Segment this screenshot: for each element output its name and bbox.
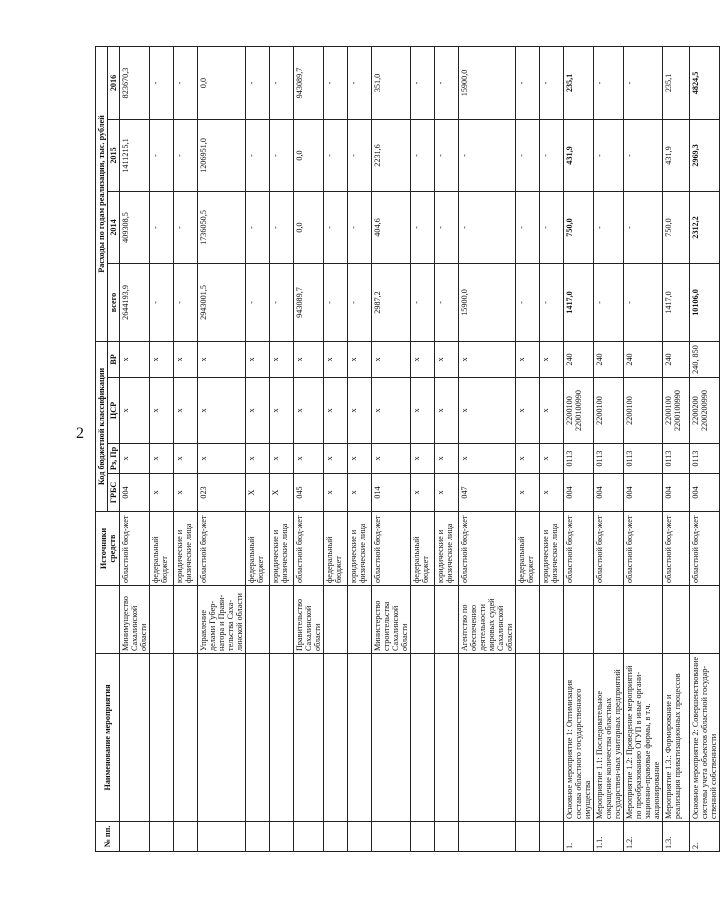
row-name-cell: [120, 654, 150, 822]
header-2016: 2016: [108, 46, 120, 119]
table-row: [624, 46, 663, 851]
row-2014-cell: -: [270, 191, 294, 263]
row-grbs-cell: 014: [372, 474, 411, 512]
row-csr-cell: х: [348, 378, 372, 444]
header-total: всего: [108, 263, 120, 341]
row-2014-cell: -: [411, 191, 435, 263]
row-org-cell: Правительство Сахалинской области: [294, 586, 324, 654]
row-total-cell: -: [594, 263, 624, 341]
row-num-cell: [372, 822, 411, 852]
row-2014-cell: -: [459, 191, 516, 263]
row-2016-cell: -: [594, 46, 624, 119]
row-2016-cell: -: [411, 46, 435, 119]
row-name-cell: [348, 654, 372, 822]
row-2016-cell: 4824,5: [690, 46, 720, 119]
row-org-cell: Агентство по обеспечению деятельности мировых судей Сахалинской области: [459, 586, 516, 654]
row-grbs-cell: х: [435, 474, 459, 512]
row-vr-cell: 240: [624, 341, 663, 377]
row-grbs-cell: 004: [120, 474, 150, 512]
row-2016-cell: -: [174, 46, 198, 119]
row-vr-cell: х: [540, 341, 564, 377]
row-2015-cell: 2231,6: [372, 119, 411, 191]
row-csr-cell: 2200100 2200100990: [663, 378, 690, 444]
row-2015-cell: -: [435, 119, 459, 191]
table-row: [690, 46, 720, 851]
table-row: [324, 46, 348, 851]
table-row: [435, 46, 459, 851]
row-2015-cell: 1411215,1: [120, 119, 150, 191]
row-vr-cell: х: [459, 341, 516, 377]
row-total-cell: -: [516, 263, 540, 341]
row-source-cell: областной бюд-жет: [120, 512, 150, 586]
row-name-cell: [459, 654, 516, 822]
row-2015-cell: -: [516, 119, 540, 191]
row-rzpr-cell: х: [198, 444, 246, 474]
row-num-cell: [435, 822, 459, 852]
row-2016-cell: -: [150, 46, 174, 119]
row-2016-cell: 0,0: [198, 46, 246, 119]
row-2016-cell: 235,1: [564, 46, 594, 119]
row-2014-cell: 750,0: [564, 191, 594, 263]
row-grbs-cell: х: [348, 474, 372, 512]
row-org-cell: [324, 586, 348, 654]
row-vr-cell: х: [174, 341, 198, 377]
row-num-cell: 1.3.: [663, 822, 690, 852]
row-name-cell: [516, 654, 540, 822]
row-total-cell: -: [150, 263, 174, 341]
row-csr-cell: х: [198, 378, 246, 444]
row-2016-cell: -: [435, 46, 459, 119]
table-row: [540, 46, 564, 851]
page-number: 2: [76, 425, 84, 442]
row-2016-cell: -: [246, 46, 270, 119]
row-2015-cell: 431,9: [564, 119, 594, 191]
table-row: [174, 46, 198, 851]
table-row: [564, 46, 594, 851]
row-2014-cell: 1736050,5: [198, 191, 246, 263]
row-total-cell: 10106,0: [690, 263, 720, 341]
row-2016-cell: -: [270, 46, 294, 119]
row-grbs-cell: Х: [270, 474, 294, 512]
row-num-cell: [516, 822, 540, 852]
row-csr-cell: 2200100: [594, 378, 624, 444]
row-vr-cell: х: [120, 341, 150, 377]
row-2014-cell: -: [624, 191, 663, 263]
row-source-cell: областной бюд-жет: [594, 512, 624, 586]
row-name-cell: [294, 654, 324, 822]
row-2015-cell: -: [540, 119, 564, 191]
row-source-cell: областной бюд-жет: [690, 512, 720, 586]
row-2016-cell: 823670,3: [120, 46, 150, 119]
header-csr: ЦСР: [108, 378, 120, 444]
row-csr-cell: х: [324, 378, 348, 444]
row-csr-cell: х: [120, 378, 150, 444]
row-grbs-cell: х: [174, 474, 198, 512]
row-2015-cell: -: [324, 119, 348, 191]
row-num-cell: 1.1.: [594, 822, 624, 852]
row-grbs-cell: 004: [624, 474, 663, 512]
header-name: Наименование мероприятия: [96, 654, 120, 822]
row-rzpr-cell: х: [411, 444, 435, 474]
row-num-cell: 1.2.: [624, 822, 663, 852]
header-2015: 2015: [108, 119, 120, 191]
row-2014-cell: 2312,2: [690, 191, 720, 263]
row-csr-cell: 2200100: [624, 378, 663, 444]
row-csr-cell: х: [150, 378, 174, 444]
row-rzpr-cell: х: [516, 444, 540, 474]
row-org-cell: [411, 586, 435, 654]
row-total-cell: -: [624, 263, 663, 341]
row-csr-cell: х: [435, 378, 459, 444]
row-source-cell: областной бюд-жет: [663, 512, 690, 586]
row-2016-cell: -: [348, 46, 372, 119]
row-org-cell: [594, 586, 624, 654]
row-grbs-cell: 004: [564, 474, 594, 512]
row-2015-cell: 2969,3: [690, 119, 720, 191]
row-vr-cell: 240: [564, 341, 594, 377]
row-source-cell: федеральный бюджет: [516, 512, 540, 586]
row-total-cell: 2987,2: [372, 263, 411, 341]
row-num-cell: [411, 822, 435, 852]
row-name-cell: Основное мероприятие 1: Оптимизация состава областного государственного имущества: [564, 654, 594, 822]
row-vr-cell: х: [516, 341, 540, 377]
row-vr-cell: х: [348, 341, 372, 377]
row-org-cell: [174, 586, 198, 654]
row-2014-cell: 0,0: [294, 191, 324, 263]
row-source-cell: юридические и физические лица: [174, 512, 198, 586]
row-rzpr-cell: х: [459, 444, 516, 474]
row-org-cell: [435, 586, 459, 654]
row-2015-cell: 1206951,0: [198, 119, 246, 191]
row-name-cell: [198, 654, 246, 822]
row-vr-cell: 240, 850: [690, 341, 720, 377]
row-csr-cell: х: [372, 378, 411, 444]
row-2015-cell: 0,0: [294, 119, 324, 191]
header-rzpr: Рз, Пр: [108, 444, 120, 474]
row-rzpr-cell: 0113: [624, 444, 663, 474]
row-grbs-cell: х: [324, 474, 348, 512]
table-row: [270, 46, 294, 851]
row-org-cell: Минимущество Сахалинской области: [120, 586, 150, 654]
row-source-cell: областной бюд-жет: [624, 512, 663, 586]
table-row: [516, 46, 540, 851]
row-name-cell: [246, 654, 270, 822]
table-row: [459, 46, 516, 851]
row-2014-cell: -: [150, 191, 174, 263]
row-rzpr-cell: 0113: [663, 444, 690, 474]
row-2016-cell: -: [624, 46, 663, 119]
row-total-cell: -: [324, 263, 348, 341]
row-grbs-cell: х: [150, 474, 174, 512]
row-rzpr-cell: х: [270, 444, 294, 474]
row-num-cell: [348, 822, 372, 852]
row-2014-cell: 409308,5: [120, 191, 150, 263]
row-num-cell: [174, 822, 198, 852]
expenses-table: [95, 46, 720, 852]
row-vr-cell: х: [435, 341, 459, 377]
row-2014-cell: -: [324, 191, 348, 263]
row-total-cell: 15900,0: [459, 263, 516, 341]
row-num-cell: [294, 822, 324, 852]
table-row: [150, 46, 174, 851]
row-grbs-cell: 004: [690, 474, 720, 512]
row-org-cell: [348, 586, 372, 654]
row-source-cell: юридические и физические лица: [270, 512, 294, 586]
row-source-cell: областной бюд-жет: [459, 512, 516, 586]
row-rzpr-cell: 0113: [594, 444, 624, 474]
row-2015-cell: -: [411, 119, 435, 191]
row-2014-cell: -: [540, 191, 564, 263]
header-blank: [96, 586, 120, 654]
row-total-cell: -: [246, 263, 270, 341]
row-csr-cell: 2200100 2200100990: [564, 378, 594, 444]
row-source-cell: федеральный бюджет: [411, 512, 435, 586]
table-row: [348, 46, 372, 851]
row-source-cell: областной бюд-жет: [564, 512, 594, 586]
row-2015-cell: -: [270, 119, 294, 191]
rotated-table-container: [95, 47, 718, 852]
row-vr-cell: х: [372, 341, 411, 377]
row-source-cell: юридические и физические лица: [435, 512, 459, 586]
row-name-cell: [411, 654, 435, 822]
header-vr: ВР: [108, 341, 120, 377]
row-num-cell: [540, 822, 564, 852]
row-2014-cell: 404,6: [372, 191, 411, 263]
row-grbs-cell: 004: [594, 474, 624, 512]
row-total-cell: -: [270, 263, 294, 341]
row-source-cell: областной бюд-жет: [372, 512, 411, 586]
row-2016-cell: 943089,7: [294, 46, 324, 119]
row-total-cell: -: [348, 263, 372, 341]
row-grbs-cell: х: [411, 474, 435, 512]
row-vr-cell: х: [411, 341, 435, 377]
row-2016-cell: 15900,0: [459, 46, 516, 119]
row-total-cell: -: [411, 263, 435, 341]
row-name-cell: Мероприятие 1.1: Последовательное сокращение количества областных государствен-ных унитарных предприятий: [594, 654, 624, 822]
table-row: [372, 46, 411, 851]
row-name-cell: [270, 654, 294, 822]
row-vr-cell: х: [150, 341, 174, 377]
table-row: [246, 46, 270, 851]
header-2014: 2014: [108, 191, 120, 263]
table-row: [294, 46, 324, 851]
row-org-cell: [246, 586, 270, 654]
row-2015-cell: -: [174, 119, 198, 191]
table-body: [120, 46, 720, 851]
row-num-cell: [198, 822, 246, 852]
row-org-cell: [624, 586, 663, 654]
row-2016-cell: -: [516, 46, 540, 119]
header-budget-code: Код бюджетной классификации: [96, 341, 108, 511]
row-name-cell: [174, 654, 198, 822]
row-vr-cell: х: [246, 341, 270, 377]
row-org-cell: [663, 586, 690, 654]
row-grbs-cell: 004: [663, 474, 690, 512]
row-source-cell: областной бюд-жет: [294, 512, 324, 586]
row-org-cell: [270, 586, 294, 654]
row-2014-cell: -: [516, 191, 540, 263]
row-total-cell: 2943001,5: [198, 263, 246, 341]
row-num-cell: 2.: [690, 822, 720, 852]
row-csr-cell: х: [174, 378, 198, 444]
row-grbs-cell: 023: [198, 474, 246, 512]
row-2015-cell: -: [348, 119, 372, 191]
row-org-cell: [540, 586, 564, 654]
row-total-cell: 1417,0: [564, 263, 594, 341]
row-source-cell: юридические и физические лица: [348, 512, 372, 586]
row-org-cell: Управление делами Губер-натора и Прави-тельства Саха-линской области: [198, 586, 246, 654]
row-csr-cell: х: [459, 378, 516, 444]
row-source-cell: федеральный бюджет: [324, 512, 348, 586]
row-rzpr-cell: х: [246, 444, 270, 474]
row-source-cell: федеральный бюджет: [150, 512, 174, 586]
row-org-cell: Министерство строительства Сахалинской области: [372, 586, 411, 654]
row-num-cell: [150, 822, 174, 852]
row-csr-cell: х: [516, 378, 540, 444]
row-rzpr-cell: 0113: [564, 444, 594, 474]
row-2016-cell: -: [540, 46, 564, 119]
row-rzpr-cell: 0113: [690, 444, 720, 474]
row-rzpr-cell: х: [540, 444, 564, 474]
row-2014-cell: 750,0: [663, 191, 690, 263]
row-total-cell: -: [174, 263, 198, 341]
row-vr-cell: 240: [663, 341, 690, 377]
row-total-cell: -: [435, 263, 459, 341]
table-row: [594, 46, 624, 851]
row-rzpr-cell: х: [348, 444, 372, 474]
row-name-cell: [150, 654, 174, 822]
row-num-cell: 1.: [564, 822, 594, 852]
row-vr-cell: х: [324, 341, 348, 377]
row-source-cell: федеральный бюджет: [246, 512, 270, 586]
row-num-cell: [270, 822, 294, 852]
header-expenses: Расходы по годам реализации, тыс. рублей: [96, 46, 108, 341]
row-name-cell: [324, 654, 348, 822]
row-source-cell: юридические и физические лица: [540, 512, 564, 586]
row-total-cell: 1417,0: [663, 263, 690, 341]
row-name-cell: Мероприятие 1.3.: Формирование и реализация приватизационных процессов: [663, 654, 690, 822]
row-vr-cell: х: [294, 341, 324, 377]
row-2015-cell: -: [594, 119, 624, 191]
row-2014-cell: -: [174, 191, 198, 263]
row-rzpr-cell: х: [324, 444, 348, 474]
row-num-cell: [246, 822, 270, 852]
row-2015-cell: 431,9: [663, 119, 690, 191]
table-row: [663, 46, 690, 851]
row-name-cell: [372, 654, 411, 822]
row-total-cell: 943089,7: [294, 263, 324, 341]
row-org-cell: [150, 586, 174, 654]
row-2014-cell: -: [246, 191, 270, 263]
row-csr-cell: 2200200 2200200990: [690, 378, 720, 444]
row-total-cell: -: [540, 263, 564, 341]
row-rzpr-cell: х: [150, 444, 174, 474]
row-2014-cell: -: [435, 191, 459, 263]
header-num: № пп.: [96, 822, 120, 852]
row-rzpr-cell: х: [174, 444, 198, 474]
row-num-cell: [324, 822, 348, 852]
row-name-cell: [540, 654, 564, 822]
row-2014-cell: -: [594, 191, 624, 263]
row-2015-cell: -: [150, 119, 174, 191]
row-org-cell: [516, 586, 540, 654]
row-2016-cell: -: [324, 46, 348, 119]
row-rzpr-cell: х: [372, 444, 411, 474]
row-2015-cell: -: [624, 119, 663, 191]
row-name-cell: Основное мероприятие 2: Совершенствование системы учета объектов областной государ-ственной собственности: [690, 654, 720, 822]
row-name-cell: Мероприятие 1.2: Проведение мероприятий по преобразованию ОГУП в иные органи-зационно-правовые формы, в т.ч. акционирование: [624, 654, 663, 822]
row-2015-cell: -: [459, 119, 516, 191]
row-vr-cell: х: [270, 341, 294, 377]
row-2016-cell: 351,0: [372, 46, 411, 119]
table-row: [411, 46, 435, 851]
row-vr-cell: х: [198, 341, 246, 377]
row-grbs-cell: х: [516, 474, 540, 512]
row-csr-cell: х: [411, 378, 435, 444]
row-rzpr-cell: х: [294, 444, 324, 474]
row-num-cell: [120, 822, 150, 852]
row-source-cell: областной бюд-жет: [198, 512, 246, 586]
header-grbs: ГРБС: [108, 474, 120, 512]
row-grbs-cell: Х: [246, 474, 270, 512]
row-csr-cell: х: [294, 378, 324, 444]
row-name-cell: [435, 654, 459, 822]
row-org-cell: [564, 586, 594, 654]
row-num-cell: [459, 822, 516, 852]
row-csr-cell: х: [540, 378, 564, 444]
row-grbs-cell: 047: [459, 474, 516, 512]
row-csr-cell: х: [246, 378, 270, 444]
row-2016-cell: 235,1: [663, 46, 690, 119]
table-row: [198, 46, 246, 851]
row-grbs-cell: 045: [294, 474, 324, 512]
table-row: [120, 46, 150, 851]
row-org-cell: [690, 586, 720, 654]
row-grbs-cell: х: [540, 474, 564, 512]
row-total-cell: 2644193,9: [120, 263, 150, 341]
row-2014-cell: -: [348, 191, 372, 263]
row-rzpr-cell: х: [435, 444, 459, 474]
header-source: Источники средств: [96, 512, 120, 586]
row-vr-cell: 240: [594, 341, 624, 377]
row-csr-cell: х: [270, 378, 294, 444]
row-2015-cell: -: [246, 119, 270, 191]
row-rzpr-cell: х: [120, 444, 150, 474]
